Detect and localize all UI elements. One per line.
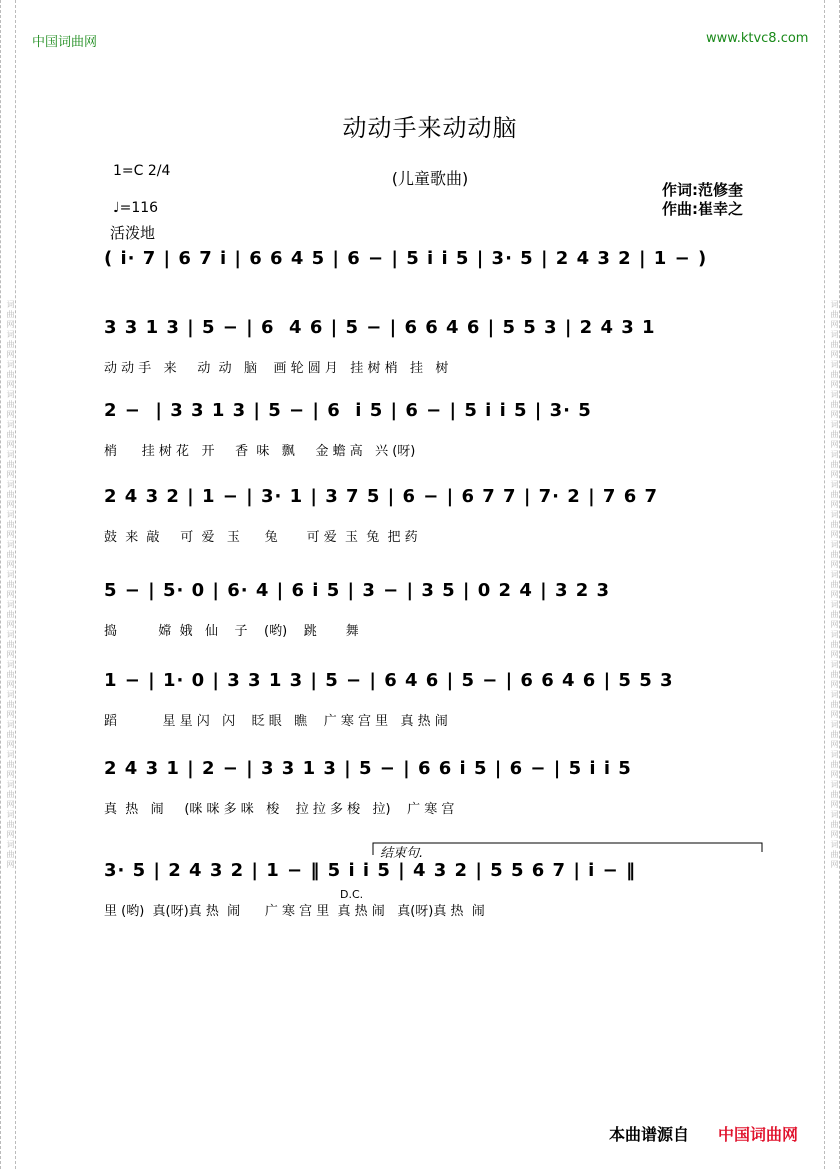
notes: 3 3 1 3 | 5 − | 6 4 6 | 5 − | 6 6 4 6 | 5 5 3 | 2 4 3 1 bbox=[104, 317, 656, 338]
footer-source-label: 本曲谱源自 bbox=[609, 1125, 690, 1144]
ending-bracket bbox=[372, 842, 764, 856]
ending-bracket-label: 结束句. bbox=[380, 846, 424, 861]
lyrics: 鼓 来 敲 可 爱 玉 兔 可 爱 玉 兔 把 药 bbox=[104, 530, 418, 545]
song-title: 动动手来动动脑 bbox=[342, 114, 518, 142]
header-site-url[interactable]: www.ktvc8.com bbox=[706, 31, 809, 46]
lyrics: 蹈 星 星 闪 闪 眨 眼 瞧 广 寒 宫 里 真 热 闹 bbox=[104, 714, 448, 729]
da-capo-mark: D.C. bbox=[340, 888, 364, 901]
notes: 2 4 3 1 | 2 − | 3 3 1 3 | 5 − | 6 6 i 5 | 6 − | 5 i i 5 bbox=[104, 758, 632, 779]
song-subtitle: (儿童歌曲) bbox=[391, 169, 469, 188]
notes: 5 − | 5· 0 | 6· 4 | 6 i 5 | 3 − | 3 5 | 0 2 4 | 3 2 3 bbox=[104, 580, 611, 601]
footer-site-link[interactable]: 中国词曲网 bbox=[718, 1125, 799, 1144]
lyrics: 真 热 闹 (咪 咪 多 咪 梭 拉 拉 多 梭 拉) 广 寒 宫 bbox=[104, 802, 455, 817]
lyrics: 动 动 手 来 动 动 脑 画 轮 圆 月 挂 树 梢 挂 树 bbox=[104, 361, 449, 376]
right-watermark-strip: 词曲网词曲网词曲网词曲网词曲网词曲网词曲网词曲网词曲网词曲网词曲网词曲网词曲网词曲网词曲网词曲网词曲网词曲网词曲网 bbox=[824, 0, 840, 1169]
notes: 1 − | 1· 0 | 3 3 1 3 | 5 − | 6 4 6 | 5 − | 6 6 4 6 | 5 5 3 bbox=[104, 670, 674, 691]
expression-marking: 活泼地 bbox=[110, 224, 156, 242]
composer-credit: 作曲:崔幸之 bbox=[662, 200, 743, 218]
key-signature: 1=C 2/4 bbox=[113, 163, 171, 179]
left-watermark-strip: 词曲网词曲网词曲网词曲网词曲网词曲网词曲网词曲网词曲网词曲网词曲网词曲网词曲网词曲网词曲网词曲网词曲网词曲网词曲网 bbox=[0, 0, 16, 1169]
lyrics: 里 (哟) 真(呀)真 热 闹 广 寒 宫 里 真 热 闹 真(呀)真 热 闹 bbox=[104, 904, 485, 919]
notes: 2 4 3 2 | 1 − | 3· 1 | 3 7 5 | 6 − | 6 7 7 | 7· 2 | 7 6 7 bbox=[104, 486, 659, 507]
header-site-name[interactable]: 中国词曲网 bbox=[32, 35, 98, 50]
notes: ( i· 7 | 6 7 i | 6 6 4 5 | 6 − | 5 i i 5 | 3· 5 | 2 4 3 2 | 1 − ) bbox=[104, 248, 708, 269]
notes: 2 − | 3 3 1 3 | 5 − | 6 i 5 | 6 − | 5 i i 5 | 3· 5 bbox=[104, 400, 592, 421]
lyrics: 梢 挂 树 花 开 香 味 飘 金 蟾 高 兴 (呀) bbox=[104, 444, 416, 459]
lyricist-credit: 作词:范修奎 bbox=[662, 181, 743, 199]
tempo-marking: ♩=116 bbox=[113, 200, 159, 216]
lyrics: 捣 嫦 娥 仙 子 (哟) 跳 舞 bbox=[104, 624, 359, 639]
notes: 3· 5 | 2 4 3 2 | 1 − ‖ 5 i i 5 | 4 3 2 | 5 5 6 7 | i − ‖ bbox=[104, 860, 636, 881]
